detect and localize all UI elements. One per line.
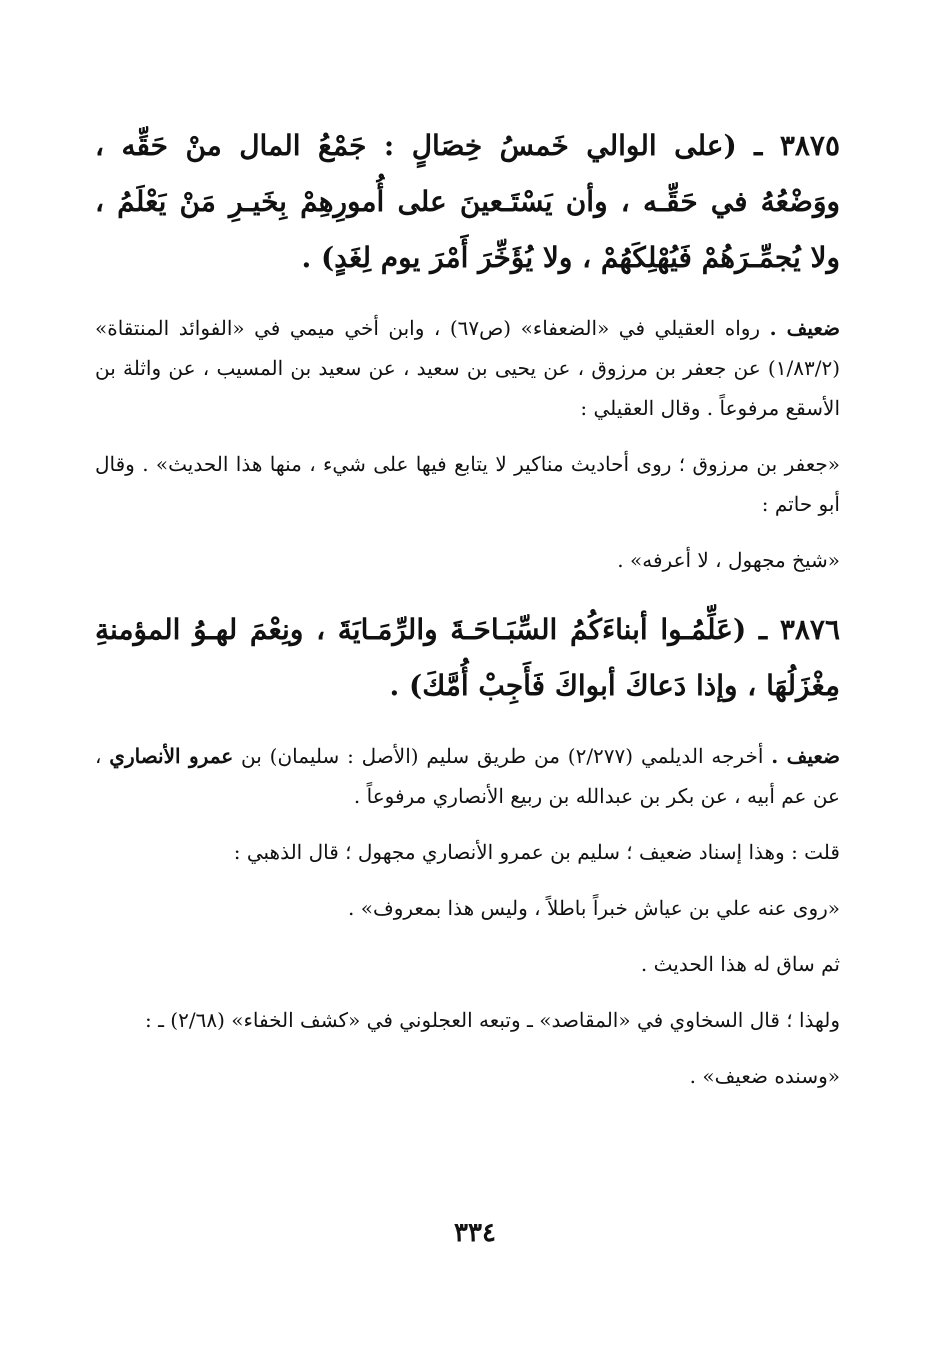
quote-uqayli-text: «جعفر بن مرزوق ؛ روى أحاديث مناكير لا يتابع فيها على شيء ، منها هذا الحديث» . وقال أبو حاتم : bbox=[95, 452, 840, 516]
quote-abu-hatim bbox=[95, 540, 840, 580]
quote-abu-hatim-text: «شيخ مجهول ، لا أعرفه» . bbox=[617, 548, 840, 572]
hadith-3876-text: ٣٨٧٦ ـ (عَلِّمُـوا أبناءَكُمُ السِّبَـاحَـةَ والرِّمَـايَةَ ، ونِعْمَ لهـوُ المؤمنةِ مِغْزَلُهَا ، وإذا دَعاكَ أبواكَ فَأَجِبْ أُمَّكَ) . bbox=[95, 613, 840, 702]
commentary-3875 bbox=[95, 308, 840, 428]
note-dhahabi-text: قلت : وهذا إسناد ضعيف ؛ سليم بن عمرو الأنصاري مجهول ؛ قال الذهبي : bbox=[233, 840, 840, 864]
hadith-3875-text: ٣٨٧٥ ـ (على الوالي خَمسُ خِصَالٍ : جَمْعُ المال منْ حَقِّه ، ووَضْعُهُ في حَقِّـه ، وأن يَسْتَـعينَ على أُمورِهِمْ بِخَيـرِ مَنْ يَعْلَمُ ، ولا يُجمِّـرَهُمْ فَيُهْلِكَهُمْ ، ولا يُؤَخِّرَ أَمْرَ يوم لِغَدٍ) . bbox=[95, 129, 840, 274]
grade-label: ضعيف . bbox=[771, 744, 841, 768]
hadith-3875 bbox=[95, 118, 840, 286]
page-body bbox=[95, 118, 840, 1096]
sakhawi-note-text: ولهذا ؛ قال السخاوي في «المقاصد» ـ وتبعه العجلوني في «كشف الخفاء» (٢/٦٨) ـ : bbox=[144, 1008, 840, 1032]
quote-sakhawi bbox=[95, 1056, 840, 1096]
commentary-3875-text: رواه العقيلي في «الضعفاء» (ص٦٧) ، وابن أخي ميمي في «الفوائد المنتقاة» (١/٨٣/٢) عن جعفر بن مرزوق ، عن يحيى بن سعيد ، عن سعيد بن المسيب ، عن واثلة بن الأسقع مرفوعاً . وقال العقيلي : bbox=[95, 316, 840, 420]
narrator-name: عمرو الأنصاري bbox=[109, 744, 234, 768]
commentary-3876 bbox=[95, 736, 840, 816]
quote-uqayli bbox=[95, 444, 840, 524]
after-quote-text: ثم ساق له هذا الحديث . bbox=[640, 952, 840, 976]
quote-dhahabi bbox=[95, 888, 840, 928]
quote-dhahabi-text: «روى عنه علي بن عياش خبراً باطلاً ، وليس هذا بمعروف» . bbox=[348, 896, 840, 920]
after-quote bbox=[95, 944, 840, 984]
grade-label: ضعيف . bbox=[769, 316, 841, 340]
page-number: ٣٣٤ bbox=[454, 1218, 496, 1248]
hadith-3876 bbox=[95, 602, 840, 714]
note-dhahabi bbox=[95, 832, 840, 872]
sakhawi-note bbox=[95, 1000, 840, 1040]
commentary-3876-text-1: أخرجه الديلمي (٢/٢٧٧) من طريق سليم (الأصل : سليمان) بن bbox=[233, 744, 772, 768]
commentary-3876-text-2: ، عن عم أبيه ، عن بكر بن عبدالله بن ربيع الأنصاري مرفوعاً . bbox=[95, 744, 840, 808]
quote-sakhawi-text: «وسنده ضعيف» . bbox=[689, 1064, 840, 1088]
